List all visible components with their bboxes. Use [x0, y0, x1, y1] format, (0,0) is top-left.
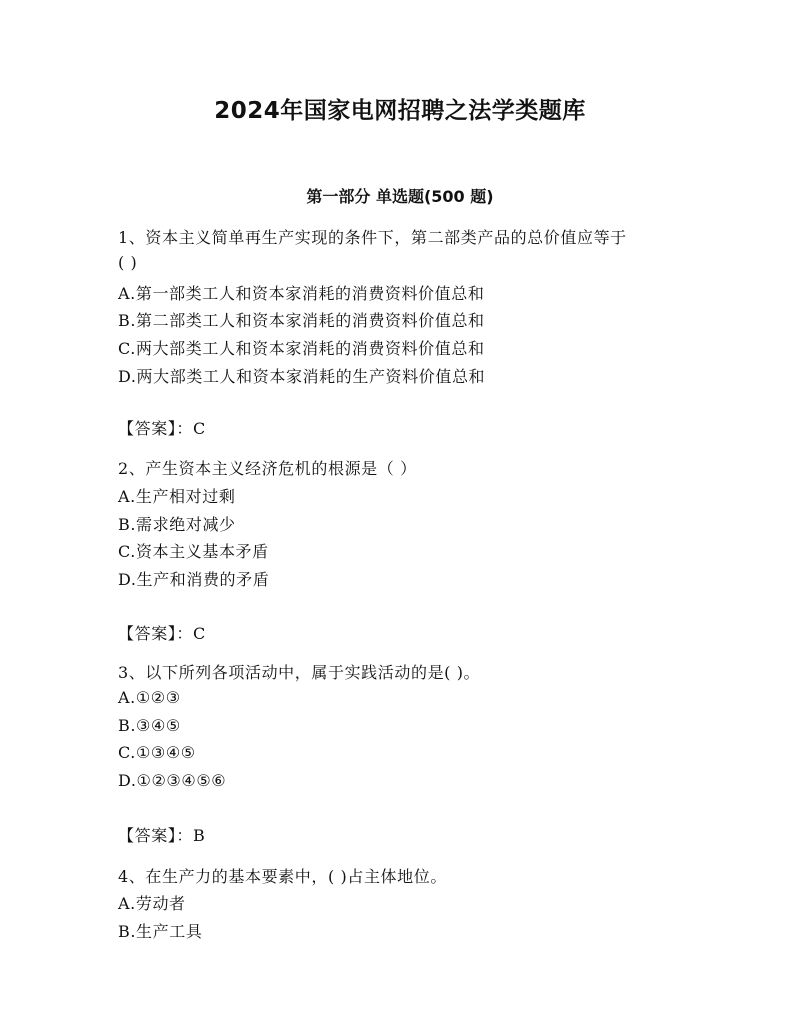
- question-4-option-a: A.劳动者: [118, 894, 186, 913]
- question-3-option-b: B.③④⑤: [118, 716, 181, 735]
- question-3-stem: 3、以下所列各项活动中，属于实践活动的是( )。: [118, 663, 481, 682]
- question-1-stem-blank: ( ): [118, 253, 138, 272]
- question-1-answer: 【答案】：C: [118, 419, 206, 438]
- question-3-answer: 【答案】：B: [118, 826, 206, 845]
- question-1-option-a: A.第一部类工人和资本家消耗的消费资料价值总和: [118, 284, 485, 303]
- question-4-option-b: B.生产工具: [118, 922, 203, 941]
- question-2-option-d: D.生产和消费的矛盾: [118, 570, 270, 589]
- document-title: 2024年国家电网招聘之法学类题库: [214, 98, 586, 124]
- question-2-option-c: C.资本主义基本矛盾: [118, 542, 269, 561]
- question-3-option-d: D.①②③④⑤⑥: [118, 771, 227, 790]
- question-1-option-d: D.两大部类工人和资本家消耗的生产资料价值总和: [118, 367, 486, 386]
- question-3-option-a: A.①②③: [118, 688, 181, 707]
- question-1-stem: 1、资本主义简单再生产实现的条件下，第二部类产品的总价值应等于: [118, 228, 627, 247]
- question-2-answer: 【答案】：C: [118, 624, 206, 643]
- question-1-option-b: B.第二部类工人和资本家消耗的消费资料价值总和: [118, 311, 485, 330]
- question-4-stem: 4、在生产力的基本要素中，( )占主体地位。: [118, 867, 447, 886]
- question-3-option-c: C.①③④⑤: [118, 743, 196, 762]
- question-1-option-c: C.两大部类工人和资本家消耗的消费资料价值总和: [118, 339, 485, 358]
- question-2-option-a: A.生产相对过剩: [118, 487, 236, 506]
- section-heading: 第一部分 单选题(500 题): [306, 187, 494, 206]
- question-2-stem: 2、产生资本主义经济危机的根源是（ ）: [118, 459, 417, 478]
- question-2-option-b: B.需求绝对减少: [118, 515, 236, 534]
